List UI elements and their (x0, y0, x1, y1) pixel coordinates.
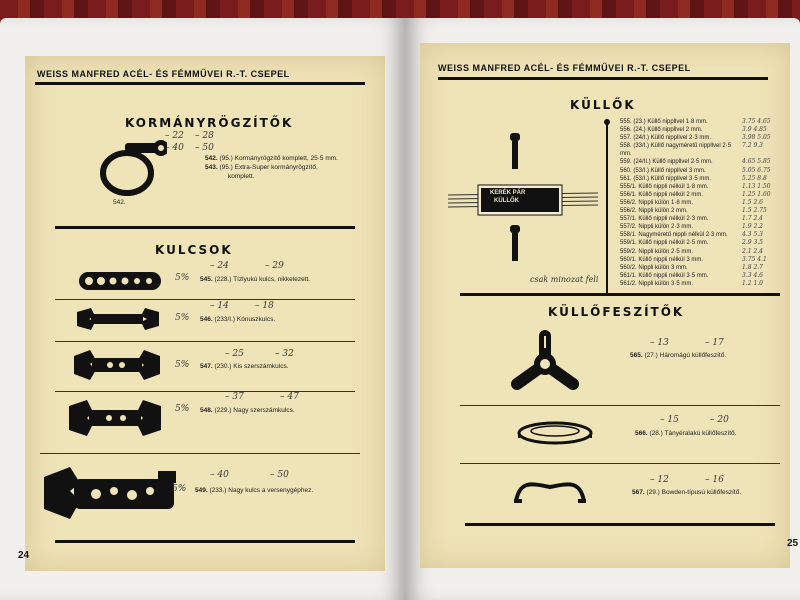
left-page (0, 18, 405, 600)
price: – 47 (280, 392, 299, 402)
catalog-item: 547. (230.) Kis szerszámkulcs. (200, 363, 289, 370)
right-catalog-sheet (420, 43, 790, 568)
list-item: 556. (24.) Küllő nippllvel 2 mm. (620, 127, 703, 134)
price: 4.3 5.3 (742, 231, 763, 239)
catalog-item: 565. (27.) Háromágú küllőfeszítő. (630, 352, 727, 359)
bottom-rule (55, 540, 355, 543)
spoke-list (620, 118, 731, 288)
list-item: 560/2. Nippli külön 3 mm. (620, 264, 688, 271)
handlebar-clamp-image (97, 131, 167, 201)
price: – 50 (270, 470, 289, 480)
list-item: 561/2. Nippli külön 3·5 mm. (620, 280, 694, 287)
price: – 20 (710, 415, 729, 425)
list-item: 560. (53/I.) Küllő nippllvel 3 mm. (620, 167, 706, 174)
price: – 50 (195, 143, 214, 153)
header-rule (438, 77, 768, 80)
price: – 16 (705, 475, 724, 485)
list-item: 556/2. Nippli külön 1·8 mm. (620, 199, 694, 206)
list-item: 558/1. Nagyméretű nippli nélkül 2·3 mm. (620, 232, 728, 239)
catalog-item: 543. (95.) Extra-Super kormányrögzítő, (205, 164, 318, 171)
section-title-kulcsok: KULCSOK (155, 243, 233, 257)
left-header: WEISS MANFRED ACÉL- ÉS FÉMMŰVEI R.-T. CSEPEL (37, 69, 290, 79)
spoke-nipple-image (505, 225, 525, 265)
price: 2.9 3.5 (742, 239, 763, 247)
three-arm-spoke-wrench-image (505, 328, 585, 398)
price: – 40 (210, 470, 229, 480)
list-item: 555/1. Küllő nippli nélkül 1·8 mm. (620, 183, 709, 190)
list-item: 561/1. Küllő nippli nélkül 3·5 mm. (620, 272, 709, 279)
right-header: WEISS MANFRED ACÉL- ÉS FÉMMŰVEI R.-T. CSEPEL (438, 63, 691, 73)
price: 3.3 4.6 (742, 271, 763, 279)
price: 1.13 1.50 (742, 182, 771, 190)
list-item: 556/1. Küllő nippli nélkül 2 mm. (620, 191, 704, 198)
handwritten-price-column (742, 118, 771, 288)
price: – 15 (660, 415, 679, 425)
price: 5.25 8.8 (742, 174, 767, 182)
large-tool-wrench-image (65, 396, 165, 441)
price: – 28 (195, 131, 214, 141)
price: – 40 (165, 143, 184, 153)
row-divider (55, 391, 355, 392)
section-title-kullofeszitok: KÜLLŐFESZÍTŐK (548, 305, 685, 319)
section-rule (460, 293, 780, 296)
handwritten-note: csak minozat feli (530, 275, 599, 284)
small-tool-wrench-image (70, 346, 165, 384)
price: 2.1 2.4 (742, 247, 763, 255)
right-page (405, 18, 800, 600)
price: 3.98 5.05 (742, 134, 771, 142)
page-number: 24 (18, 550, 30, 561)
price: 1.7 2.4 (742, 215, 763, 223)
price: 1.9 2.2 (742, 223, 763, 231)
price: – 25 (225, 349, 244, 359)
price: 1.5 2.75 (742, 207, 767, 215)
row-divider (55, 341, 355, 342)
left-catalog-sheet (25, 56, 385, 571)
price: – 37 (225, 392, 244, 402)
catalog-item: 549. (233.) Nagy kulcs a versenygéphez. (195, 487, 314, 494)
price: – 29 (265, 261, 284, 271)
list-item: 558. (33/I.) Küllő nagyméretű nippllvel 2·5 (620, 143, 732, 150)
package-label: KÜLLŐK (494, 198, 519, 204)
list-item: 559/2. Nippli külön 2·5 mm. (620, 248, 694, 255)
header-rule (35, 82, 365, 85)
price: 3.75 4.65 (742, 118, 771, 125)
price: 7.2 9.3 (742, 142, 763, 150)
plate-spoke-wrench-image (515, 418, 595, 448)
discount-percent: 5% (175, 360, 190, 370)
price: 3.75 4.1 (742, 255, 767, 263)
spoke-nipple-image (505, 133, 525, 173)
price (742, 150, 771, 158)
price: – 32 (275, 349, 294, 359)
catalog-item: 545. (228.) Tízlyukú kulcs, nikkelezett. (200, 276, 311, 283)
price: – 22 (165, 131, 184, 141)
package-label: KERÉK PÁR (490, 190, 526, 196)
cone-wrench-image (73, 304, 163, 334)
list-item: 557. (24/I.) Küllő nippllvel 2·3 mm. (620, 135, 712, 142)
open-book (0, 18, 800, 600)
discount-percent: 5% (172, 484, 187, 494)
list-item: 560/1. Küllő nippli nélkül 3 mm. (620, 256, 704, 263)
row-divider (40, 453, 360, 454)
price: 5.05 6.75 (742, 166, 771, 174)
catalog-item: 566. (28.) Tányéralakú küllőfeszítő. (635, 430, 737, 437)
catalog-item: 546. (233/I.) Kónuszkulcs. (200, 316, 276, 323)
discount-percent: 5% (175, 273, 190, 283)
catalog-item: 548. (229.) Nagy szerszámkulcs. (200, 407, 295, 414)
list-item: 556/2. Nippli külön 2 mm. (620, 208, 688, 215)
section-title-kormanyrogzitok: KORMÁNYRÖGZÍTŐK (125, 116, 294, 130)
big-racing-wrench-image (40, 461, 180, 526)
price: 3.9 4.85 (742, 126, 767, 134)
discount-percent: 5% (175, 404, 190, 414)
list-item: 555. (23.) Küllő nippllvel 1·8 mm. (620, 119, 708, 125)
price: – 13 (650, 338, 669, 348)
section-rule (55, 226, 355, 229)
bowden-spoke-wrench-image (510, 475, 590, 507)
list-item: 561. (53/I.) Küllő nippllvel 3·5 mm. (620, 175, 712, 182)
spoke-bundle-image (448, 181, 598, 221)
list-item: 557/1. Küllő nippli nélkül 2·3 mm. (620, 216, 709, 223)
price: – 14 (210, 301, 229, 311)
price: – 17 (705, 338, 724, 348)
catalog-item: 542. (95.) Kormányrögzítő komplett, 25·5 mm. (205, 155, 338, 162)
price: 4.65 5.85 (742, 158, 771, 166)
price: 1.25 1.60 (742, 190, 771, 198)
price: 1.5 2.6 (742, 198, 763, 206)
price: 1.2 1.0 (742, 279, 763, 287)
price: – 18 (255, 301, 274, 311)
catalog-item: 567. (29.) Bowden-típusú küllőfeszítő. (632, 489, 742, 496)
price: 1.8 2.7 (742, 263, 763, 271)
list-item: 559/1. Küllő nippli nélkül 2·5 mm. (620, 240, 709, 247)
section-title-kullok: KÜLLŐK (570, 98, 636, 112)
row-divider (55, 299, 355, 300)
catalog-item: komplett. (228, 173, 255, 180)
bottom-rule (465, 523, 775, 526)
long-spoke-image (601, 118, 613, 298)
row-divider (460, 405, 780, 406)
price: – 12 (650, 475, 669, 485)
clamp-image-label: 542. (113, 199, 126, 206)
list-item: mm. (620, 151, 632, 158)
list-item: 557/2. Nippli külön 2·3 mm. (620, 224, 694, 231)
list-item: 559. (24/II.) Küllő nippllvel 2·5 mm. (620, 159, 713, 166)
ten-hole-wrench-image (75, 266, 165, 296)
row-divider (460, 463, 780, 464)
discount-percent: 5% (175, 313, 190, 323)
page-number: 25 (787, 538, 799, 549)
price: – 24 (210, 261, 229, 271)
